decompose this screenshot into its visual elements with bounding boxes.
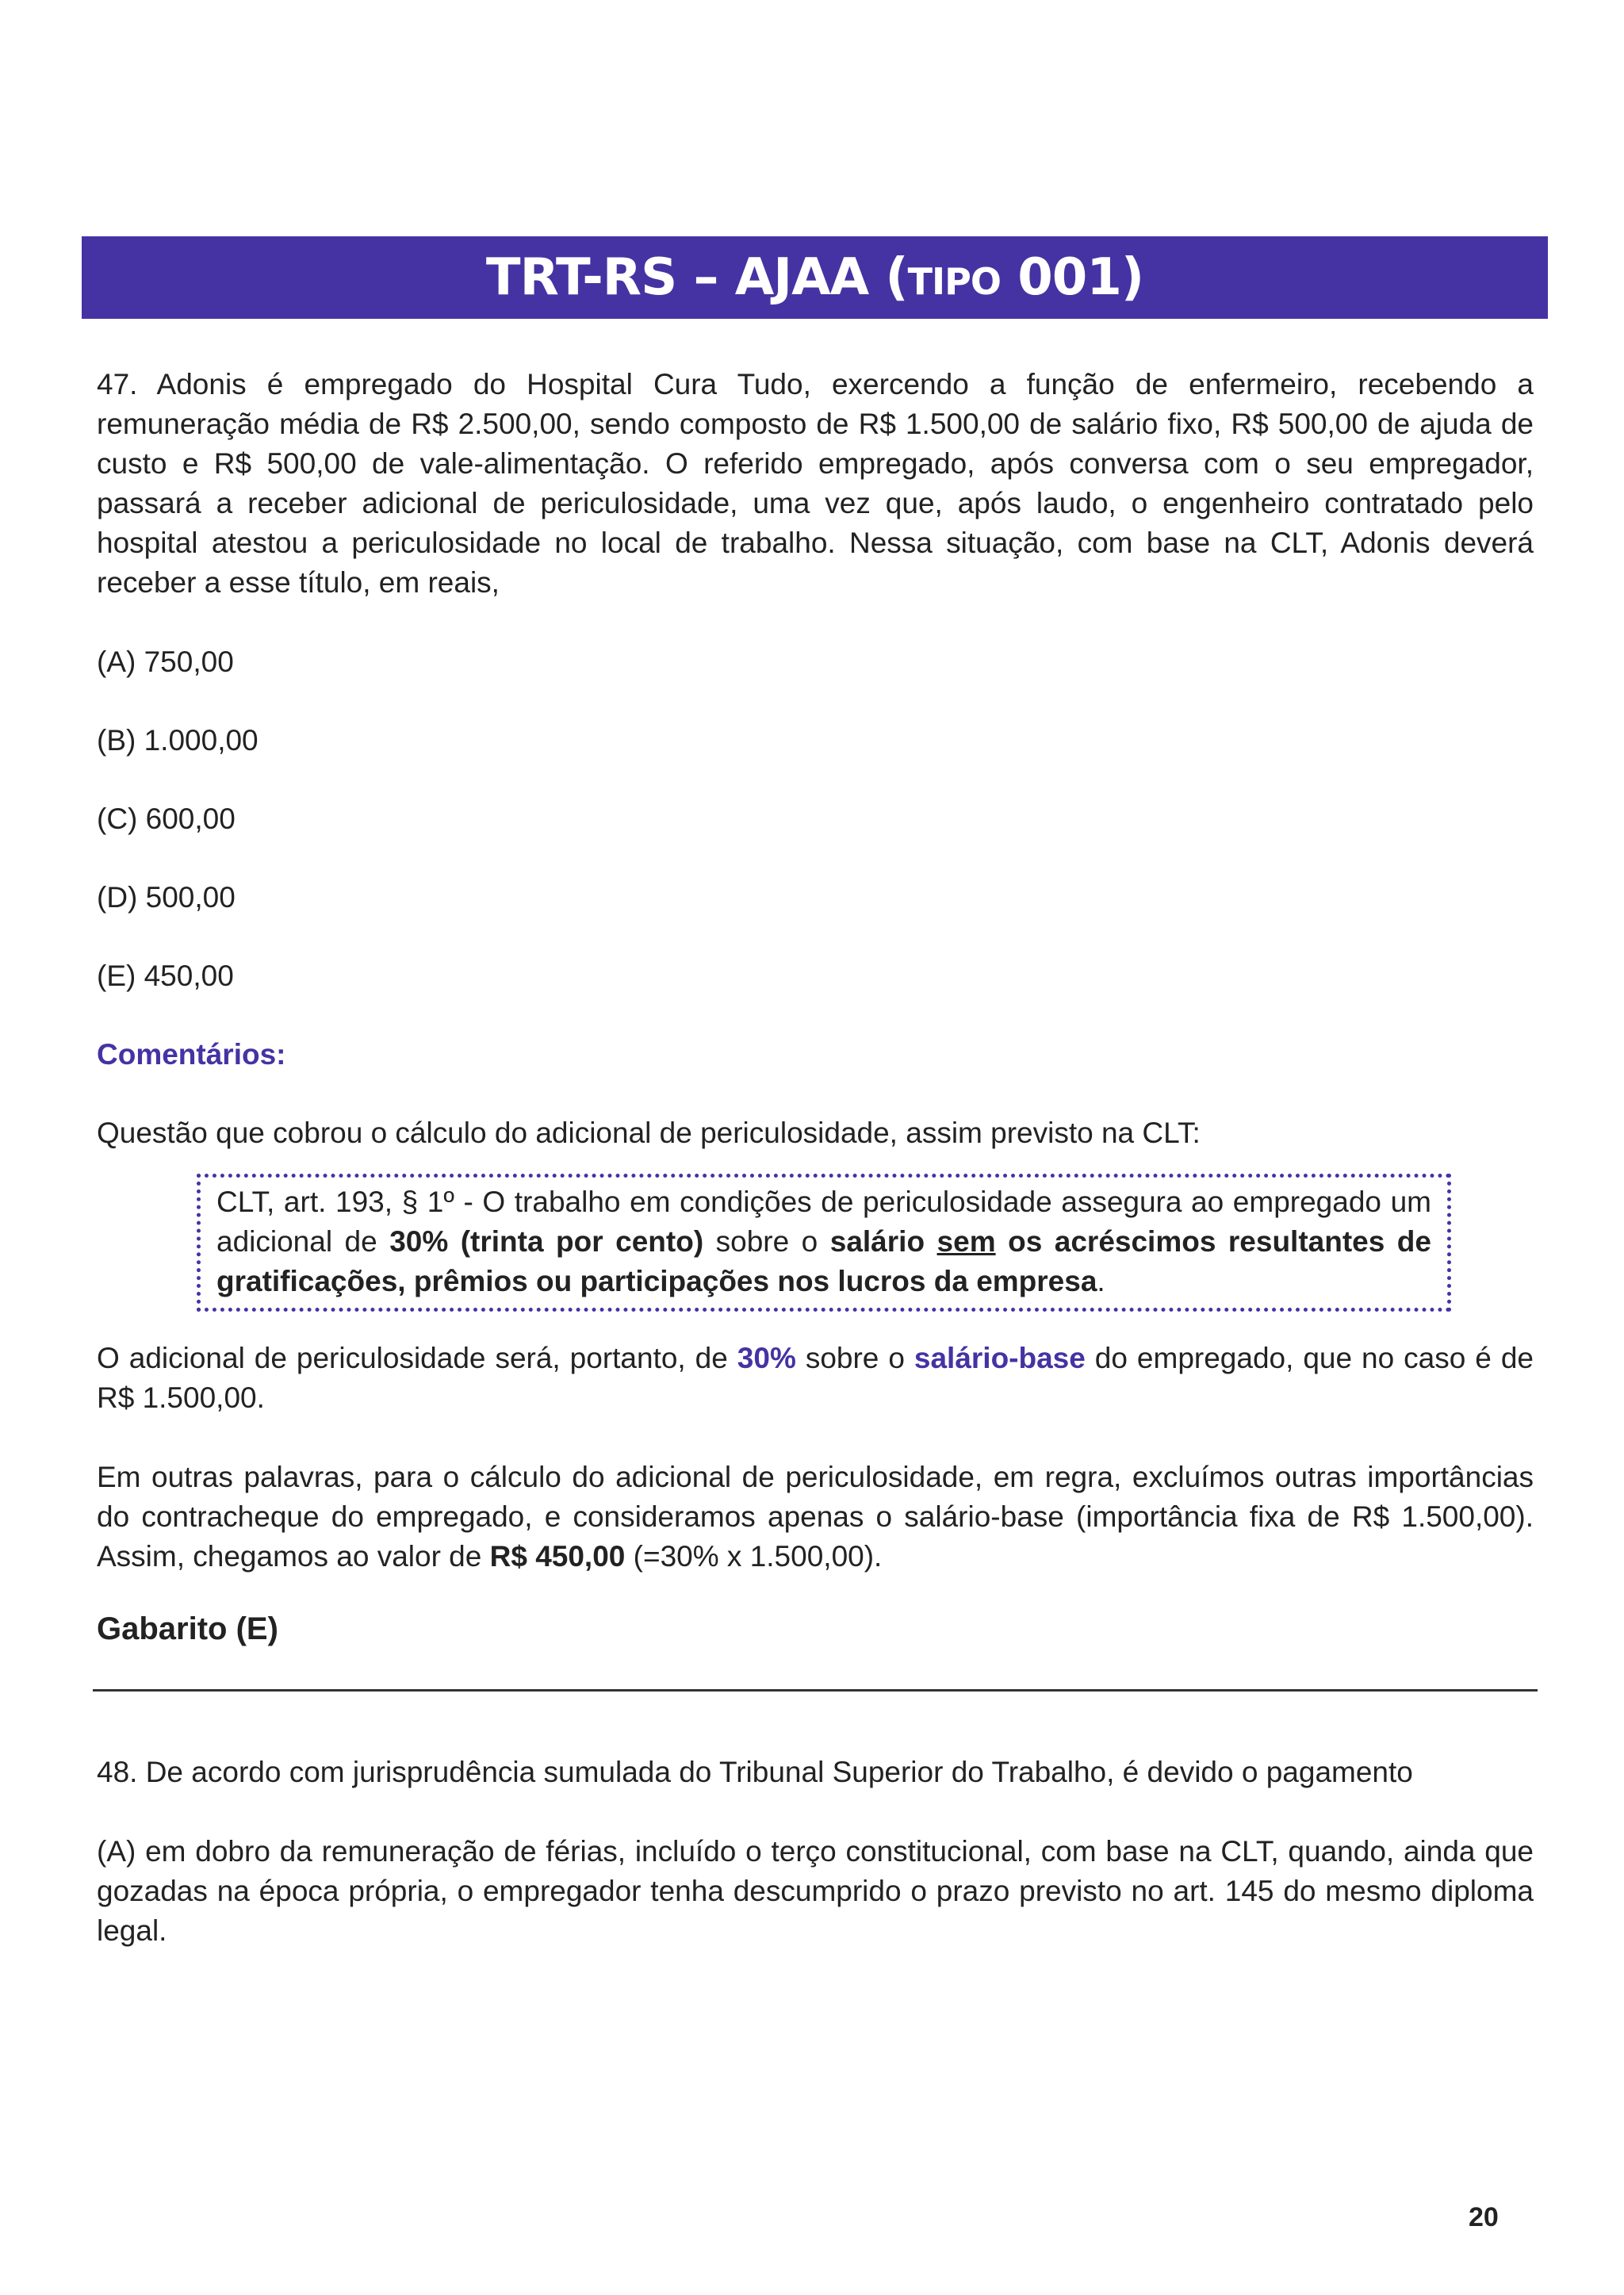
quote-text: sobre o	[703, 1225, 830, 1258]
option-a: (A) 750,00	[97, 646, 234, 678]
quote-bold-exclusions: os acréscimos resultantes de gratificações, prêmios ou participações nos lucros da empresa	[216, 1225, 1431, 1297]
comments-heading: Comentários:	[97, 1038, 286, 1071]
quote-text: .	[1097, 1265, 1105, 1297]
comments-intro: Questão que cobrou o cálculo do adicional de periculosidade, assim previsto na CLT:	[97, 1117, 1201, 1149]
para2-text: (=30% x 1.500,00).	[625, 1540, 883, 1573]
question-48-statement: 48. De acordo com jurisprudência sumulada do Tribunal Superior do Trabalho, é devido o pagamento	[97, 1756, 1413, 1788]
para2-text: Em outras palavras, para o cálculo do adicional de periculosidade, em regra, excluímos outras importâncias do contracheque do empregado, e consideramos apenas o salário-base (importância fixa de R$ 1.500,00). Assim, chegamos ao valor de	[97, 1461, 1534, 1573]
para1-accent-percentage: 30%	[737, 1342, 796, 1374]
quote-bold-underline: sem	[936, 1225, 996, 1258]
para1-text: sobre o	[795, 1342, 914, 1374]
comments-paragraph-2	[97, 1458, 1534, 1577]
para1-text: O adicional de periculosidade será, portanto, de	[97, 1342, 737, 1374]
para1-text: do empregado, que no caso é de R$ 1.500,00.	[97, 1342, 1534, 1414]
comments-paragraph-1	[97, 1339, 1534, 1418]
clt-quote-box	[197, 1174, 1451, 1312]
title-main: TRT-RS – AJAA (	[485, 248, 908, 307]
question-47-options	[97, 642, 1534, 996]
option-e: (E) 450,00	[97, 960, 234, 992]
quote-text: CLT, art. 193, § 1º - O trabalho em condições de periculosidade assegura ao empregado um adicional de	[216, 1186, 1431, 1258]
option-c: (C) 600,00	[97, 803, 236, 835]
question-47-statement: 47. Adonis é empregado do Hospital Cura Tudo, exercendo a função de enfermeiro, recebendo a remuneração média de R$ 2.500,00, sendo composto de R$ 1.500,00 de salário fixo, R$ 500,00 de ajuda de custo e R$ 500,00 de vale-alimentação. O referido empregado, após conversa com o seu empregador, passará a receber adicional de periculosidade, uma vez que, após laudo, o engenheiro contratado pelo hospital atestou a periculosidade no local de trabalho. Nessa situação, com base na CLT, Adonis deverá receber a esse título, em reais,	[97, 368, 1534, 599]
header-banner	[82, 236, 1548, 319]
page-number: 20	[1469, 2202, 1499, 2232]
page-title	[486, 248, 1143, 307]
quote-bold-percentage: 30% (trinta por cento)	[389, 1225, 704, 1258]
title-end: 001)	[1000, 248, 1144, 307]
option-b: (B) 1.000,00	[97, 724, 259, 757]
document-body	[97, 365, 1534, 1951]
question-48-option-a: (A) em dobro da remuneração de férias, incluído o terço constitucional, com base na CLT, quando, ainda que gozadas na época própria, o empregador tenha descumprido o prazo previsto no art. 145 do mesmo diploma legal.	[97, 1835, 1534, 1947]
para2-bold-value: R$ 450,00	[489, 1540, 626, 1573]
title-small: TIPO	[907, 260, 1001, 303]
para1-accent-salary-base: salário-base	[914, 1342, 1086, 1374]
answer-divider	[93, 1689, 1538, 1692]
quote-bold-salary: salário	[829, 1225, 937, 1258]
answer-key: Gabarito (E)	[97, 1611, 278, 1646]
option-d: (D) 500,00	[97, 881, 236, 914]
